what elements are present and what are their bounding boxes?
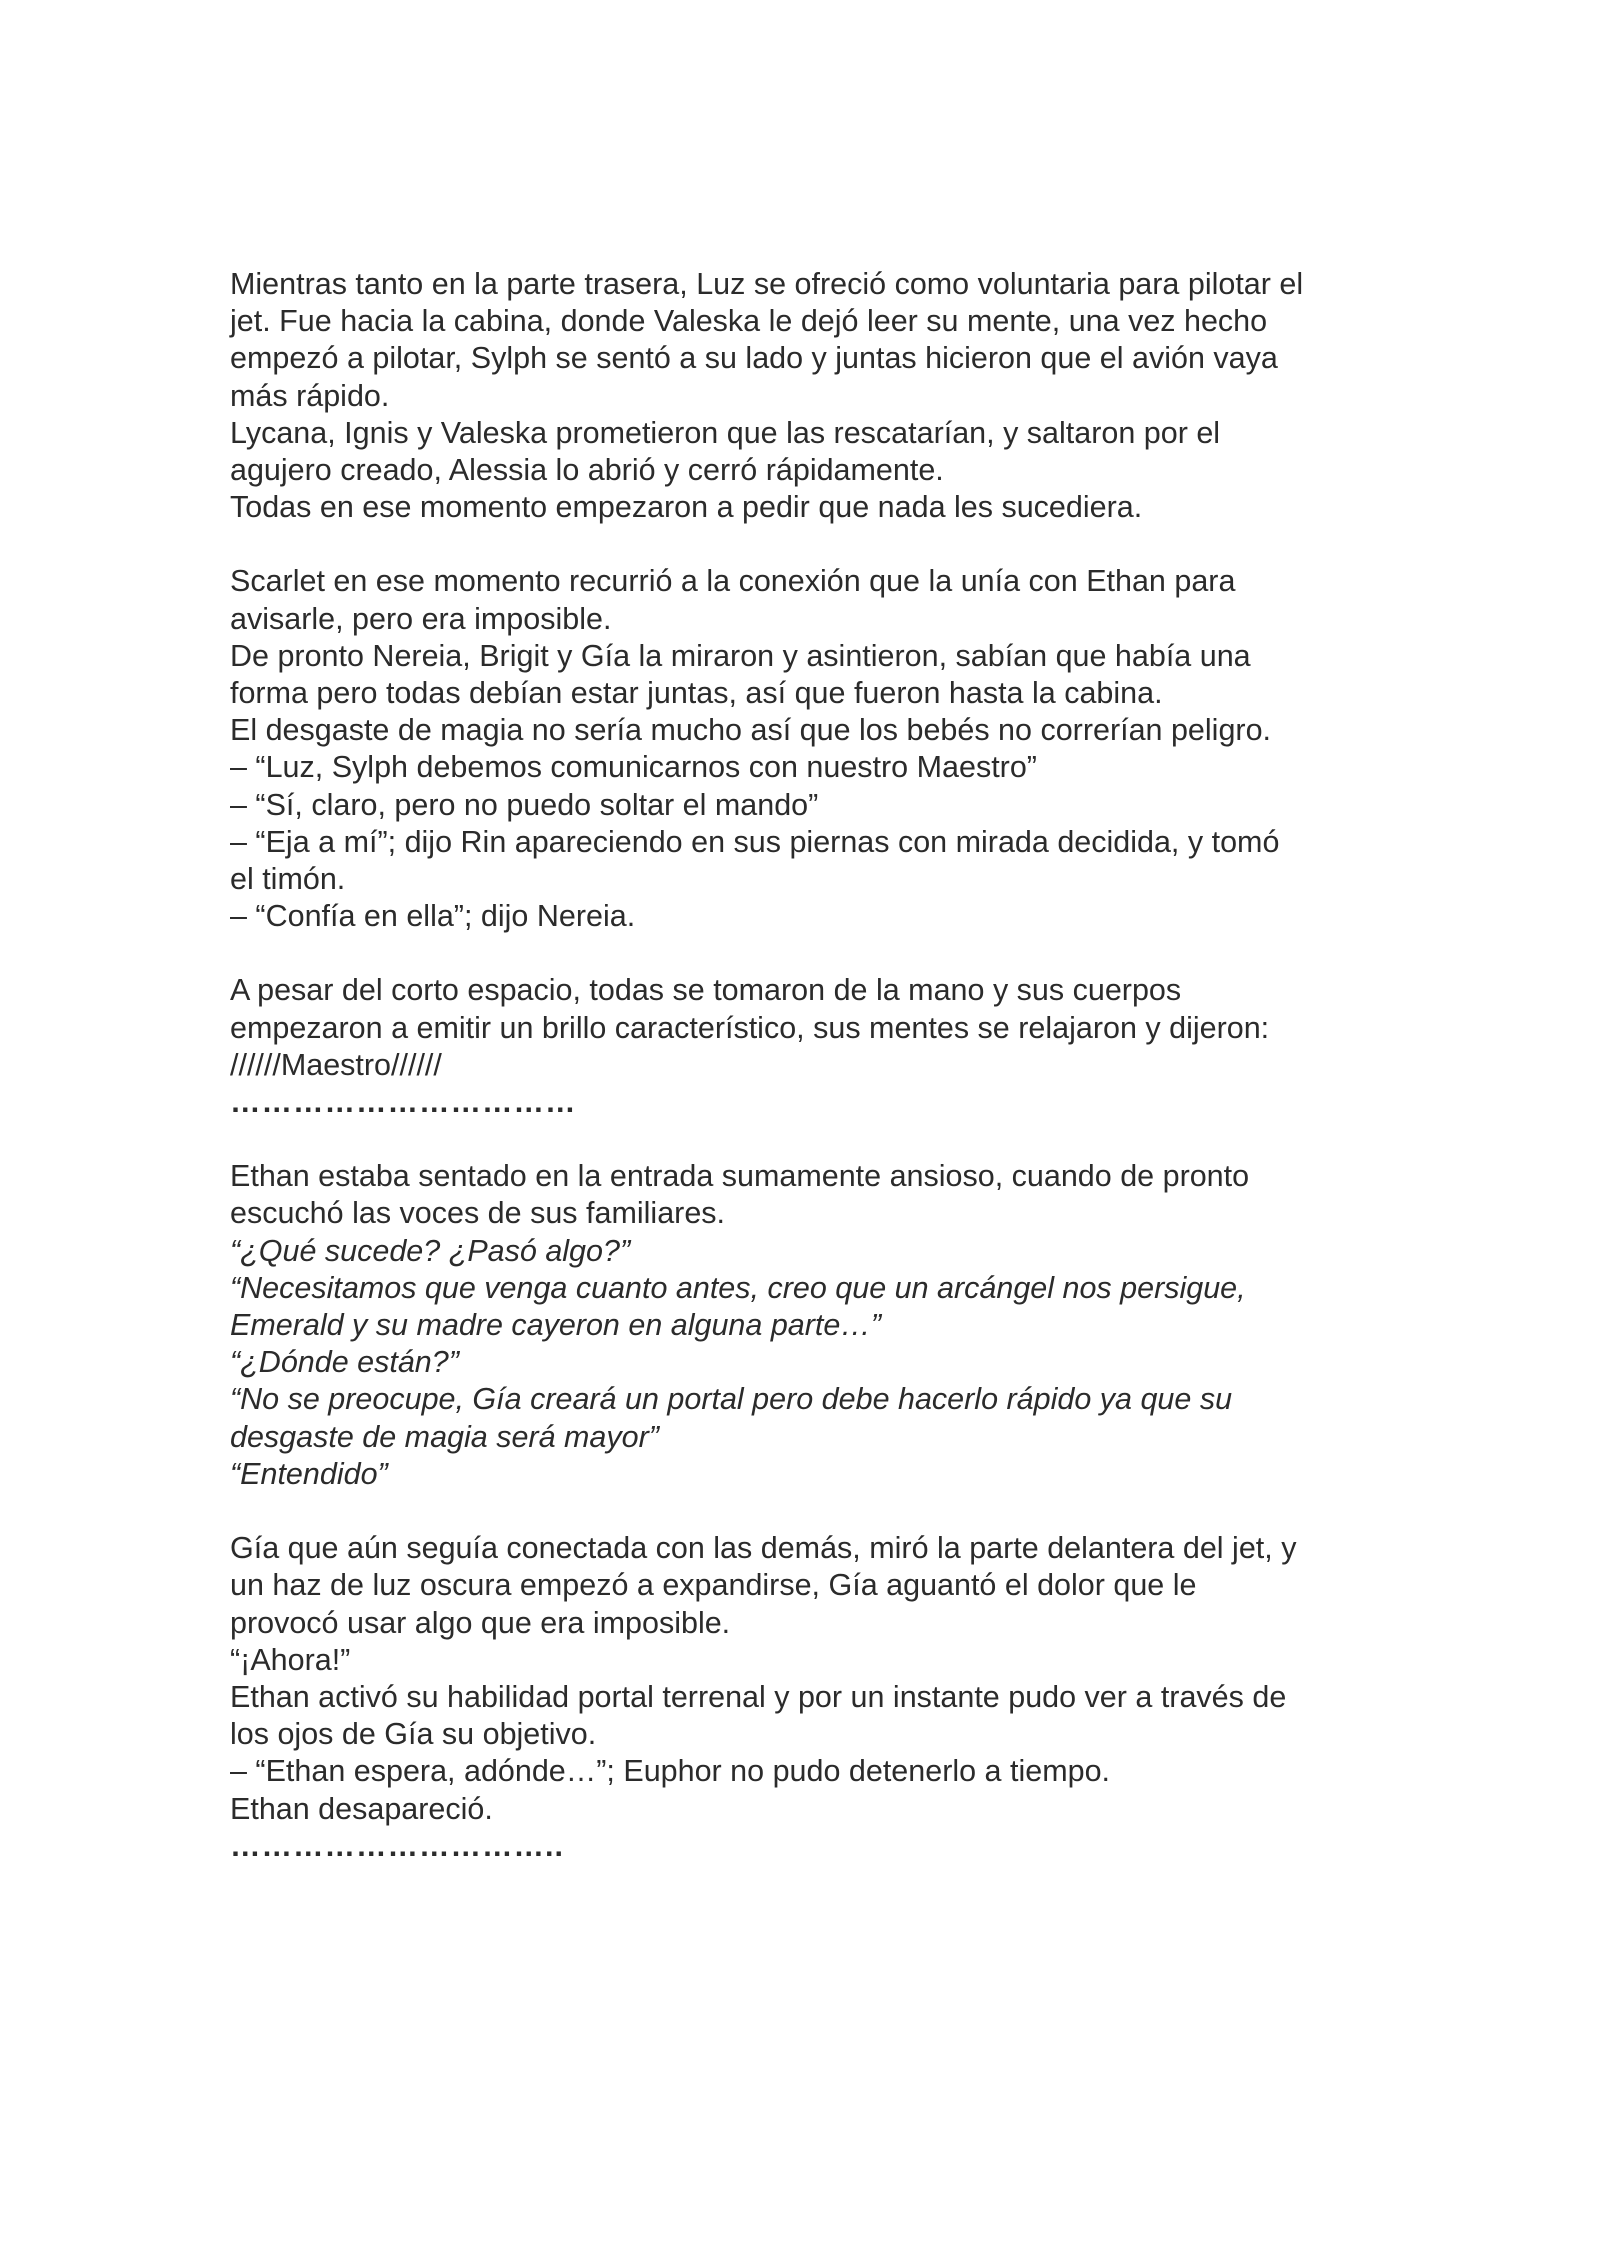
text-line: El desgaste de magia no sería mucho así que los bebés no correrían peligro. <box>230 713 1272 748</box>
telepathic-line: desgaste de magia será mayor” <box>230 1419 659 1454</box>
text-line: A pesar del corto espacio, todas se tomaron de la mano y sus cuerpos <box>230 973 1182 1008</box>
text-line: Scarlet en ese momento recurrió a la conexión que la unía con Ethan para <box>230 564 1236 599</box>
telepathic-line: Emerald y su madre cayeron en alguna parte…” <box>230 1308 881 1343</box>
dialogue-line: “¡Ahora!” <box>230 1642 351 1677</box>
telepathic-line: “Necesitamos que venga cuanto antes, creo que un arcángel nos persigue, <box>230 1270 1246 1305</box>
text-line: //////Maestro////// <box>230 1047 442 1082</box>
paragraph-scarlet-connection <box>230 563 1390 935</box>
paragraph-ethan-waiting <box>230 1158 1390 1493</box>
text-line: Ethan activó su habilidad portal terrenal y por un instante pudo ver a través de <box>230 1679 1287 1714</box>
text-line: avisarle, pero era imposible. <box>230 601 612 636</box>
paragraph-call-maestro <box>230 972 1390 1084</box>
paragraph-gap <box>230 1493 1390 1530</box>
paragraph-gia-portal <box>230 1530 1390 1828</box>
paragraph-gap <box>230 526 1390 563</box>
dialogue-line: – “Sí, claro, pero no puedo soltar el mando” <box>230 787 819 822</box>
text-line: agujero creado, Alessia lo abrió y cerró rápidamente. <box>230 453 944 488</box>
text-line: Gía que aún seguía conectada con las demás, miró la parte delantera del jet, y <box>230 1531 1297 1566</box>
dialogue-line: – “Ethan espera, adónde…”; Euphor no pudo detenerlo a tiempo. <box>230 1754 1111 1789</box>
text-line: jet. Fue hacia la cabina, donde Valeska le dejó leer su mente, una vez hecho <box>230 304 1268 339</box>
telepathic-line: “Entendido” <box>230 1456 388 1491</box>
paragraph-jet-pilot <box>230 266 1390 526</box>
paragraph-gap <box>230 935 1390 972</box>
text-line: Ethan desapareció. <box>230 1791 493 1826</box>
text-line: el timón. <box>230 862 346 897</box>
telepathic-line: “¿Qué sucede? ¿Pasó algo?” <box>230 1233 631 1268</box>
section-separator: ………………………….. <box>230 1828 564 1863</box>
section-separator: …………………………… <box>230 1085 577 1120</box>
text-line: Ethan estaba sentado en la entrada sumamente ansioso, cuando de pronto <box>230 1159 1250 1194</box>
telepathic-line: “No se preocupe, Gía creará un portal pero debe hacerlo rápido ya que su <box>230 1382 1233 1417</box>
document-body <box>230 266 1390 1865</box>
text-line: los ojos de Gía su objetivo. <box>230 1717 597 1752</box>
text-line: más rápido. <box>230 378 390 413</box>
dialogue-line: – “Luz, Sylph debemos comunicarnos con nuestro Maestro” <box>230 750 1037 785</box>
dialogue-line: – “Eja a mí”; dijo Rin apareciendo en sus piernas con mirada decidida, y tomó <box>230 824 1280 859</box>
text-line: escuchó las voces de sus familiares. <box>230 1196 725 1231</box>
text-line: Mientras tanto en la parte trasera, Luz se ofreció como voluntaria para pilotar el <box>230 267 1304 301</box>
text-line: Lycana, Ignis y Valeska prometieron que las rescatarían, y saltaron por el <box>230 415 1221 450</box>
text-line: Todas en ese momento empezaron a pedir que nada les sucediera. <box>230 490 1143 525</box>
text-line: empezó a pilotar, Sylph se sentó a su lado y juntas hicieron que el avión vaya <box>230 341 1278 376</box>
text-line: un haz de luz oscura empezó a expandirse, Gía aguantó el dolor que le <box>230 1568 1197 1603</box>
text-line: provocó usar algo que era imposible. <box>230 1605 731 1640</box>
text-line: forma pero todas debían estar juntas, así que fueron hasta la cabina. <box>230 676 1163 711</box>
text-line: empezaron a emitir un brillo característico, sus mentes se relajaron y dijeron: <box>230 1010 1270 1045</box>
paragraph-gap <box>230 1121 1390 1158</box>
text-line: De pronto Nereia, Brigit y Gía la miraron y asintieron, sabían que había una <box>230 638 1251 673</box>
telepathic-line: “¿Dónde están?” <box>230 1345 459 1380</box>
dialogue-line: – “Confía en ella”; dijo Nereia. <box>230 899 636 934</box>
